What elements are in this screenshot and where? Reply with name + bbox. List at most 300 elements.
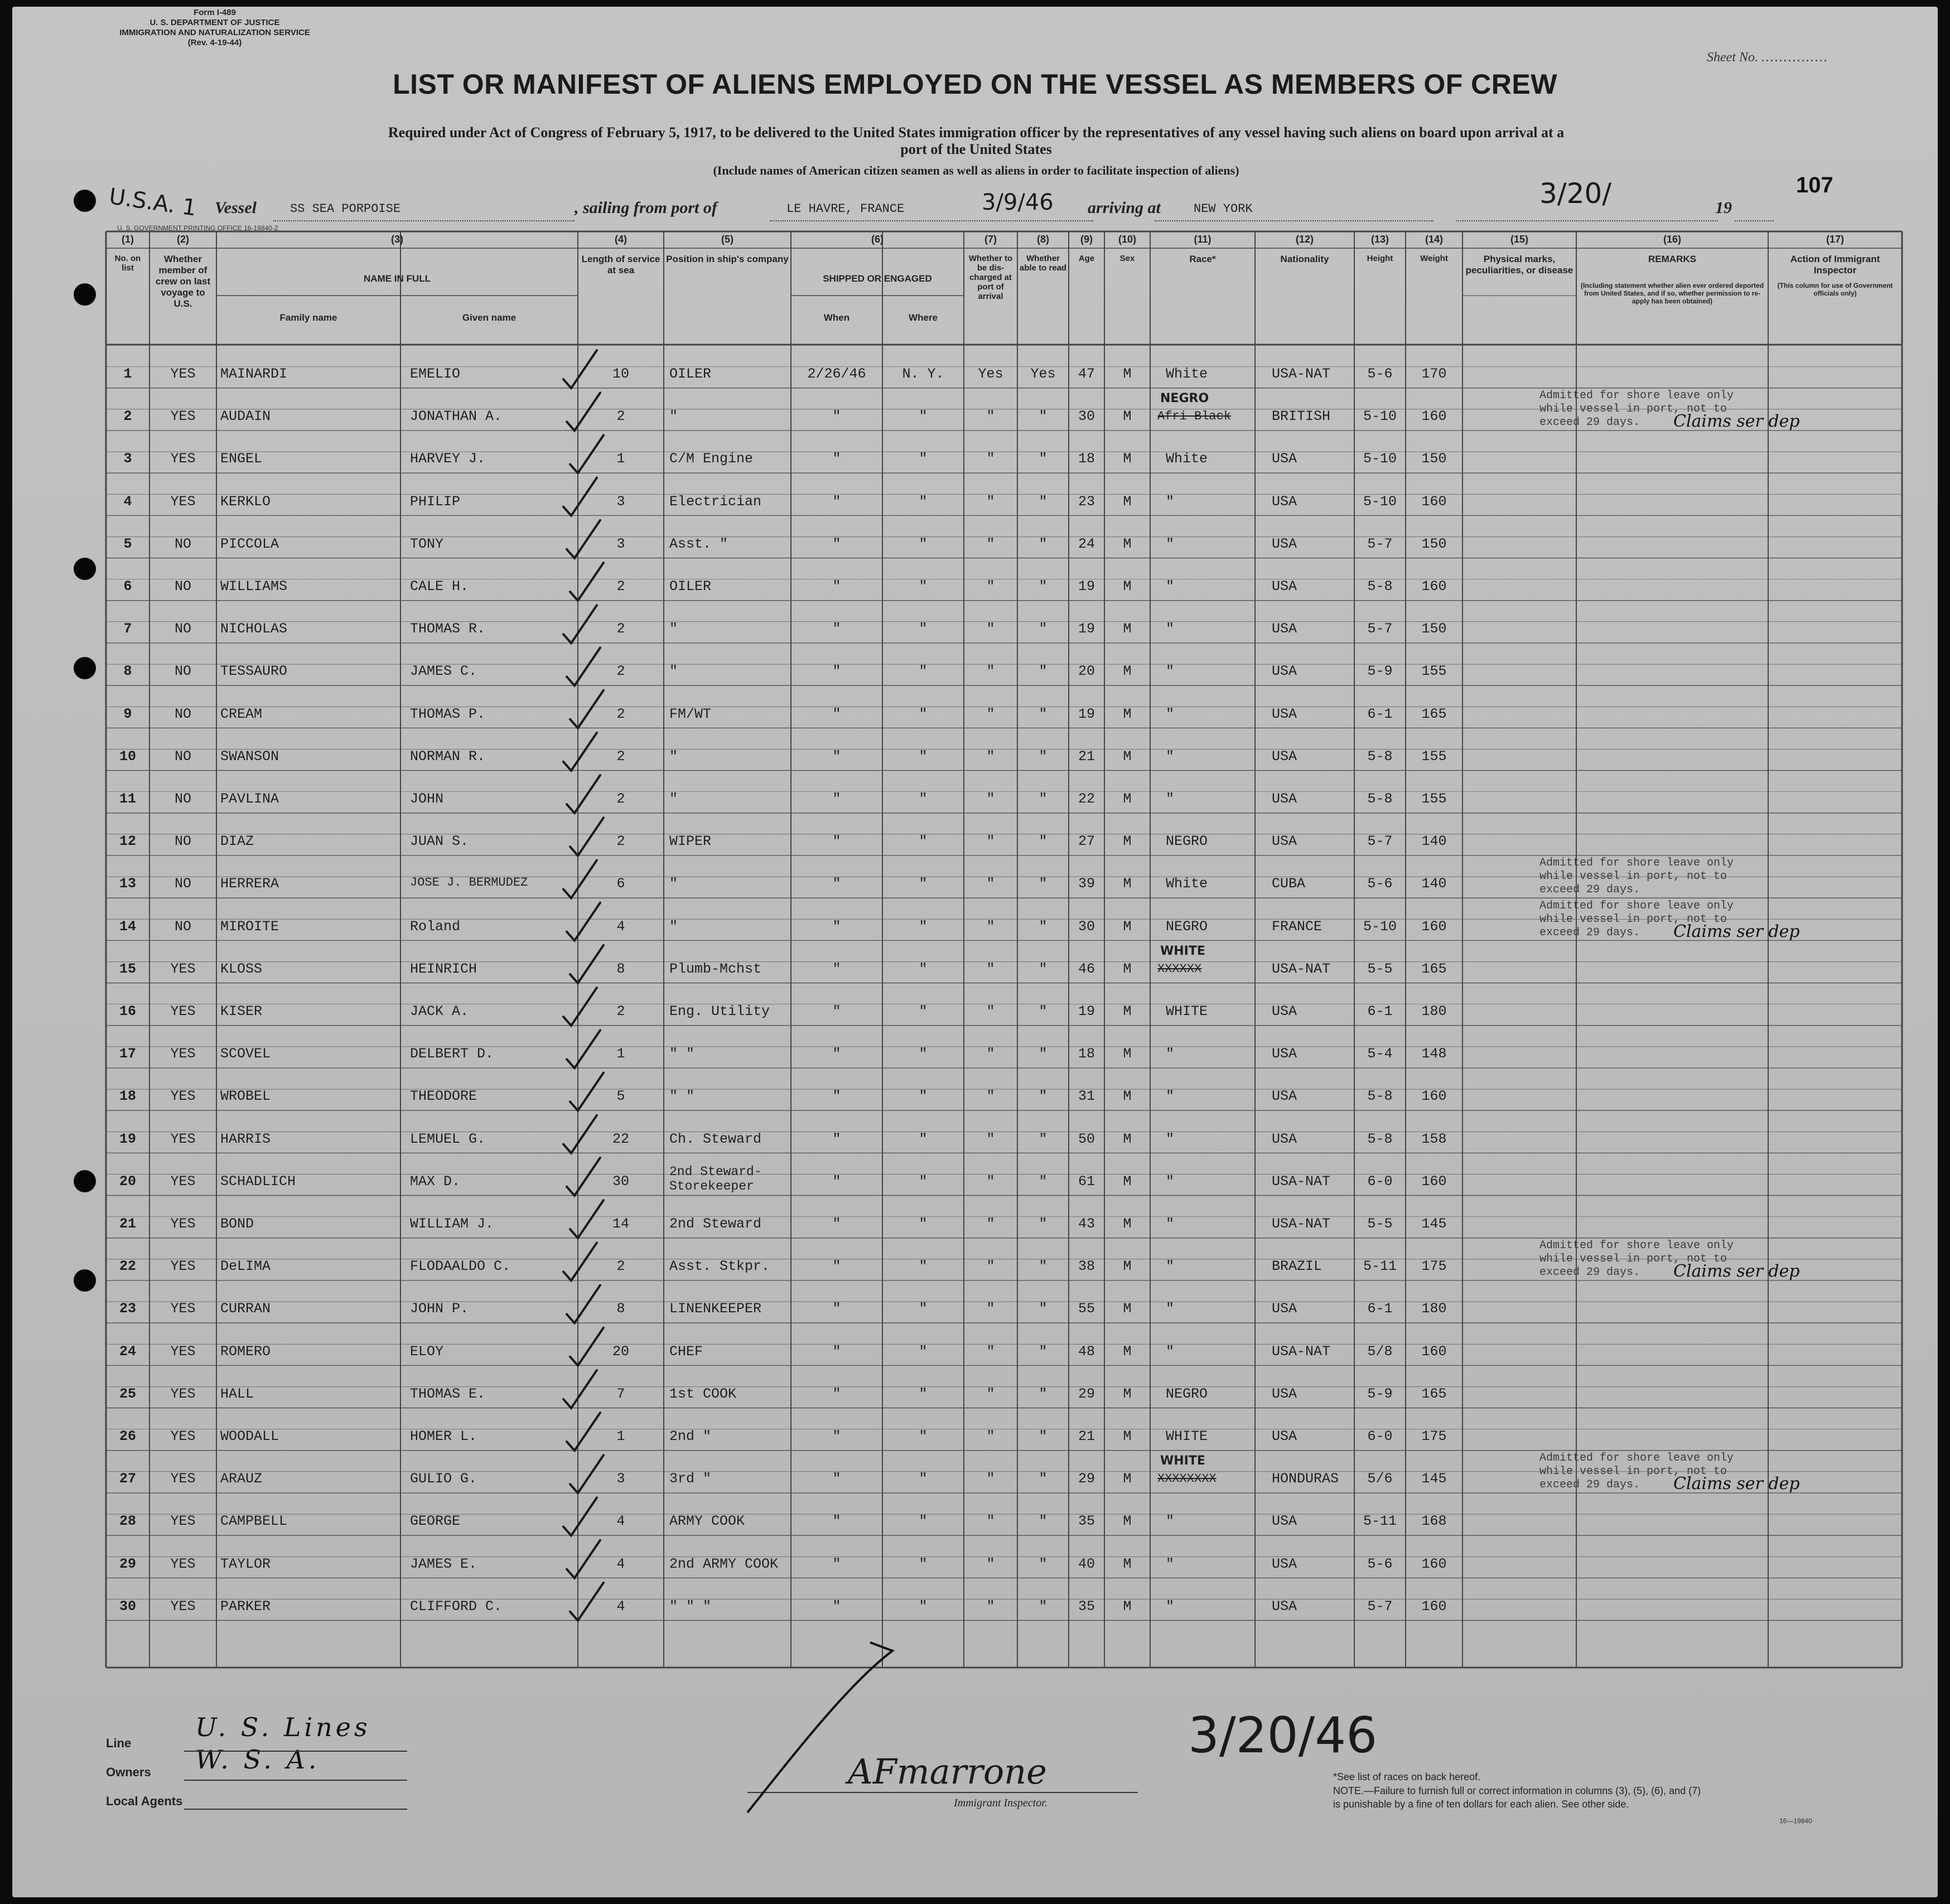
cell-family: HERRERA (220, 876, 279, 892)
column-header: REMARKS (1648, 254, 1696, 264)
column-subheader: Where (909, 312, 938, 323)
cell-discharged: " (986, 705, 995, 722)
cell-last: YES (170, 1598, 196, 1615)
cell-family: KLOSS (220, 960, 263, 977)
cell-when: " (832, 918, 841, 935)
cell-read: " (1039, 408, 1048, 425)
cell-where: " (919, 1513, 928, 1530)
cell-discharged: " (986, 621, 995, 637)
cell-read: " (1039, 876, 1048, 892)
cell-sex: M (1123, 876, 1132, 892)
cell-race: " (1166, 1173, 1175, 1190)
cell-family: ROMERO (220, 1343, 271, 1360)
cell-where: " (919, 451, 928, 467)
cell-nationality: USA (1272, 833, 1297, 850)
cell-last: YES (170, 1173, 196, 1190)
cell-given: JOHN P. (410, 1301, 469, 1317)
cell-read: " (1039, 451, 1048, 467)
column-header: Physical marks, peculiarities, or disease (1465, 254, 1573, 276)
cell-position: LINENKEEPER (669, 1301, 762, 1317)
cell-when: " (832, 578, 841, 595)
margin-handwritten-note: U.S.A. 1 (107, 183, 199, 221)
cell-last: YES (170, 960, 196, 977)
cell-position: OILER (669, 578, 712, 595)
sailing-label: , sailing from port of (575, 199, 717, 217)
vessel-label: Vessel (215, 199, 257, 217)
form-number: Form I-489 (194, 8, 236, 17)
cell-service: 30 (612, 1173, 629, 1190)
cell-sex: M (1123, 1046, 1132, 1062)
cell-weight: 160 (1421, 493, 1447, 510)
cell-position: Electrician (669, 493, 762, 510)
cell-position: Plumb-Mchst (669, 960, 762, 977)
cell-discharged: " (986, 451, 995, 467)
cell-race: " (1166, 1130, 1175, 1147)
cell-no: 30 (119, 1598, 136, 1615)
cell-age: 38 (1078, 1258, 1095, 1275)
cell-race: " (1166, 1258, 1175, 1275)
cell-last: NO (174, 535, 191, 552)
cell-family: ENGEL (220, 451, 263, 467)
cell-read: " (1039, 918, 1048, 935)
cell-weight: 165 (1421, 1385, 1447, 1402)
column-number: (2) (177, 234, 189, 245)
cell-no: 8 (123, 663, 132, 680)
cell-service: 4 (616, 918, 625, 935)
cell-height: 5-6 (1367, 876, 1393, 892)
cell-read: " (1039, 1598, 1048, 1615)
cell-nationality: USA (1272, 493, 1297, 510)
cell-service: 1 (616, 1428, 625, 1444)
cell-weight: 175 (1421, 1258, 1447, 1275)
cell-service: 2 (616, 1258, 625, 1275)
cell-no: 22 (119, 1258, 136, 1275)
cell-sex: M (1123, 1173, 1132, 1190)
cell-weight: 160 (1421, 1173, 1447, 1190)
cell-race-correction: WHITE (1160, 944, 1205, 958)
cell-given: DELBERT D. (410, 1046, 494, 1062)
cell-discharged: " (986, 663, 995, 680)
cell-age: 30 (1078, 408, 1095, 425)
cell-given: CALE H. (410, 578, 469, 595)
cell-no: 21 (119, 1216, 136, 1232)
cell-race: " (1166, 748, 1175, 765)
cell-where: " (919, 621, 928, 637)
column-number: (6) (871, 234, 884, 245)
cell-race: WHITE (1166, 1003, 1208, 1019)
cell-no: 26 (119, 1428, 136, 1444)
cell-where: " (919, 791, 928, 807)
cell-no: 24 (119, 1343, 136, 1360)
cell-race: " (1166, 1343, 1175, 1360)
cell-height: 5-11 (1363, 1258, 1397, 1275)
cell-weight: 170 (1421, 366, 1447, 382)
cell-family: DeLIMA (220, 1258, 271, 1275)
cell-height: 5-8 (1367, 1088, 1393, 1105)
cell-race: " (1166, 1555, 1175, 1572)
cell-when: " (832, 705, 841, 722)
cell-where: " (919, 578, 928, 595)
remark-annotation: Claims ser dep (1673, 1474, 1800, 1494)
cell-family: PAVLINA (220, 791, 279, 807)
cell-discharged: " (986, 493, 995, 510)
cell-where: " (919, 1173, 928, 1190)
column-number: (1) (122, 234, 134, 245)
subtitle-1: Required under Act of Congress of February 5, 1917, to be delivered to the United States immigration officer by the representatives of any vessel having such aliens on board upon arrival at a (388, 124, 1565, 141)
column-header: Position in ship's company (666, 254, 789, 264)
cell-weight: 150 (1421, 621, 1447, 637)
cell-family: HALL (220, 1385, 254, 1402)
cell-weight: 160 (1421, 1343, 1447, 1360)
cell-sex: M (1123, 1088, 1132, 1105)
cell-when: " (832, 748, 841, 765)
cell-last: YES (170, 1130, 196, 1147)
cell-height: 6-0 (1367, 1428, 1393, 1444)
cell-service: 8 (616, 1301, 625, 1317)
sailing-date: 3/9/46 (982, 190, 1054, 215)
cell-discharged: " (986, 1555, 995, 1572)
cell-when: " (832, 535, 841, 552)
cell-family: MAINARDI (220, 366, 288, 382)
cell-service: 10 (612, 366, 629, 382)
cell-read: " (1039, 1003, 1048, 1019)
cell-race: NEGRO (1166, 918, 1208, 935)
cell-weight: 160 (1421, 918, 1447, 935)
cell-position: " (669, 918, 678, 935)
cell-family: SWANSON (220, 748, 279, 765)
cell-age: 20 (1078, 663, 1095, 680)
cell-position: Ch. Steward (669, 1130, 762, 1147)
inspector-label: Immigrant Inspector. (954, 1797, 1048, 1809)
cell-last: YES (170, 1301, 196, 1317)
cell-sex: M (1123, 366, 1132, 382)
cell-family: PARKER (220, 1598, 271, 1615)
cell-read: " (1039, 1088, 1048, 1105)
cell-position: " (669, 876, 678, 892)
cell-nationality: USA (1272, 1385, 1297, 1402)
cell-nationality: USA (1272, 1598, 1297, 1615)
cell-age: 35 (1078, 1598, 1095, 1615)
column-number: (5) (721, 234, 733, 245)
cell-race: White (1166, 876, 1208, 892)
cell-service: 6 (616, 876, 625, 892)
cell-family: WOODALL (220, 1428, 279, 1444)
cell-height: 5-7 (1367, 1598, 1393, 1615)
cell-weight: 150 (1421, 535, 1447, 552)
cell-last: YES (170, 1046, 196, 1062)
cell-weight: 175 (1421, 1428, 1447, 1444)
cell-family: HARRIS (220, 1130, 271, 1147)
cell-where: " (919, 1555, 928, 1572)
note-penalty-2: is punishable by a fine of ten dollars for each alien. See other side. (1333, 1799, 1629, 1810)
cell-last: YES (170, 1343, 196, 1360)
sheet-dots: ............... (1761, 50, 1828, 65)
cell-service: 2 (616, 621, 625, 637)
cell-when: " (832, 1301, 841, 1317)
owners-value: W. S. A. (195, 1744, 320, 1775)
cell-age: 31 (1078, 1088, 1095, 1105)
column-number: (12) (1295, 234, 1314, 245)
cell-when: " (832, 1471, 841, 1487)
cell-weight: 155 (1421, 748, 1447, 765)
cell-height: 5/6 (1367, 1471, 1393, 1487)
cell-no: 15 (119, 960, 136, 977)
cell-read: " (1039, 1385, 1048, 1402)
department: U. S. DEPARTMENT OF JUSTICE (149, 18, 280, 27)
cell-nationality: USA (1272, 791, 1297, 807)
cell-height: 6-1 (1367, 1003, 1393, 1019)
cell-no: 28 (119, 1513, 136, 1530)
cell-race: " (1166, 621, 1175, 637)
cell-nationality: BRAZIL (1272, 1258, 1322, 1275)
cell-sex: M (1123, 1343, 1132, 1360)
cell-nationality: USA-NAT (1272, 366, 1331, 382)
arrival-date: 3/20/ (1539, 177, 1612, 210)
cell-position: 2nd Steward (669, 1216, 762, 1232)
cell-height: 6-0 (1367, 1173, 1393, 1190)
cell-age: 24 (1078, 535, 1095, 552)
cell-sex: M (1123, 535, 1132, 552)
cell-weight: 180 (1421, 1301, 1447, 1317)
cell-no: 16 (119, 1003, 136, 1019)
cell-position: " " (669, 1046, 695, 1062)
cell-height: 5-8 (1367, 1130, 1393, 1147)
cell-nationality: USA (1272, 1046, 1297, 1062)
remark-annotation: Claims ser dep (1673, 412, 1800, 432)
shore-leave-stamp: Admitted for shore leave only while vessel in port, not to exceed 29 days. (1539, 1239, 1734, 1279)
page-number: 107 (1796, 173, 1833, 197)
cell-read: " (1039, 748, 1048, 765)
cell-nationality: USA (1272, 535, 1297, 552)
cell-height: 5-8 (1367, 791, 1393, 807)
cell-height: 5-6 (1367, 366, 1393, 382)
cell-age: 29 (1078, 1471, 1095, 1487)
owners-label: Owners (106, 1765, 151, 1779)
cell-last: YES (170, 1258, 196, 1275)
cell-weight: 160 (1421, 578, 1447, 595)
cell-where: " (919, 1385, 928, 1402)
cell-race: White (1166, 366, 1208, 382)
cell-race: " (1166, 705, 1175, 722)
cell-no: 11 (119, 791, 136, 807)
cell-height: 5-7 (1367, 535, 1393, 552)
cell-no: 25 (119, 1385, 136, 1402)
cell-race: " (1166, 791, 1175, 807)
subtitle-3: (Include names of American citizen seamen as well as aliens in order to facilitate inspection of aliens) (713, 163, 1239, 177)
cell-where: " (919, 663, 928, 680)
cell-last: NO (174, 833, 191, 850)
remark-annotation: Claims ser dep (1673, 921, 1800, 941)
cell-where: " (919, 1471, 928, 1487)
cell-age: 29 (1078, 1385, 1095, 1402)
cell-sex: M (1123, 1258, 1132, 1275)
cell-sex: M (1123, 578, 1132, 595)
cell-last: NO (174, 791, 191, 807)
cell-family: CAMPBELL (220, 1513, 288, 1530)
cell-service: 2 (616, 408, 625, 425)
cell-height: 5-10 (1363, 451, 1397, 467)
cell-race: " (1166, 1301, 1175, 1317)
cell-read: " (1039, 791, 1048, 807)
cell-age: 21 (1078, 748, 1095, 765)
cell-height: 5-9 (1367, 663, 1393, 680)
cell-nationality: USA-NAT (1272, 1343, 1331, 1360)
page-title: LIST OR MANIFEST OF ALIENS EMPLOYED ON THE VESSEL AS MEMBERS OF CREW (393, 69, 1557, 100)
cell-given: Roland (410, 918, 461, 935)
cell-service: 3 (616, 493, 625, 510)
cell-where: " (919, 918, 928, 935)
cell-read: Yes (1030, 366, 1056, 382)
cell-read: " (1039, 705, 1048, 722)
cell-weight: 160 (1421, 1555, 1447, 1572)
cell-position: " (669, 748, 678, 765)
cell-weight: 158 (1421, 1130, 1447, 1147)
cell-given: JAMES C. (410, 663, 477, 680)
cell-age: 18 (1078, 451, 1095, 467)
cell-read: " (1039, 1130, 1048, 1147)
cell-when: " (832, 876, 841, 892)
cell-last: YES (170, 408, 196, 425)
shore-leave-stamp: Admitted for shore leave only while vessel in port, not to exceed 29 days. (1539, 389, 1734, 429)
cell-discharged: " (986, 1173, 995, 1190)
cell-no: 10 (119, 748, 136, 765)
cell-read: " (1039, 1046, 1048, 1062)
cell-race-correction: WHITE (1160, 1454, 1205, 1468)
cell-when: " (832, 1598, 841, 1615)
cell-last: YES (170, 1513, 196, 1530)
cell-nationality: USA (1272, 1003, 1297, 1019)
cell-discharged: " (986, 748, 995, 765)
cell-sex: M (1123, 1130, 1132, 1147)
column-header: Action of Immigrant Inspector (1790, 254, 1880, 276)
cell-age: 21 (1078, 1428, 1095, 1444)
cell-where: " (919, 1088, 928, 1105)
cell-nationality: BRITISH (1272, 408, 1331, 425)
cell-no: 2 (123, 408, 132, 425)
column-header: Length of service at sea (581, 254, 660, 276)
cell-last: NO (174, 705, 191, 722)
cell-nationality: USA (1272, 1301, 1297, 1317)
column-number: (11) (1194, 234, 1211, 245)
cell-discharged: " (986, 1301, 995, 1317)
cell-height: 5-10 (1363, 408, 1397, 425)
cell-given: NORMAN R. (410, 748, 486, 765)
cell-race: " (1166, 663, 1175, 680)
cell-service: 20 (612, 1343, 629, 1360)
cell-service: 2 (616, 748, 625, 765)
cell-sex: M (1123, 621, 1132, 637)
cell-service: 3 (616, 535, 625, 552)
cell-sex: M (1123, 918, 1132, 935)
sheet-label: Sheet No. (1707, 50, 1758, 65)
cell-weight: 165 (1421, 705, 1447, 722)
cell-age: 19 (1078, 705, 1095, 722)
cell-height: 5/8 (1367, 1343, 1393, 1360)
cell-discharged: " (986, 1428, 995, 1444)
column-number: (13) (1370, 234, 1389, 245)
cell-where: " (919, 1428, 928, 1444)
cell-last: YES (170, 1088, 196, 1105)
column-header: Weight (1420, 254, 1448, 263)
cell-nationality: FRANCE (1272, 918, 1322, 935)
cell-discharged: " (986, 833, 995, 850)
cell-discharged: " (986, 960, 995, 977)
cell-given: JOHN (410, 791, 444, 807)
cell-when: " (832, 1130, 841, 1147)
cell-age: 35 (1078, 1513, 1095, 1530)
cell-no: 29 (119, 1555, 136, 1572)
cell-sex: M (1123, 791, 1132, 807)
cell-last: NO (174, 621, 191, 637)
cell-when: " (832, 1428, 841, 1444)
cell-age: 61 (1078, 1173, 1095, 1190)
note-races: *See list of races on back hereof. (1333, 1771, 1481, 1782)
cell-service: 4 (616, 1598, 625, 1615)
cell-when: " (832, 1513, 841, 1530)
cell-sex: M (1123, 1428, 1132, 1444)
port-from: LE HAVRE, FRANCE (786, 202, 905, 216)
cell-height: 6-1 (1367, 1301, 1393, 1317)
cell-family: KISER (220, 1003, 263, 1019)
cell-height: 5-7 (1367, 833, 1393, 850)
cell-given: THOMAS E. (410, 1385, 486, 1402)
cell-position: Asst. Stkpr. (669, 1258, 770, 1275)
subtitle-2: port of the United States (900, 141, 1052, 157)
cell-read: " (1039, 578, 1048, 595)
cell-discharged: " (986, 1216, 995, 1232)
cell-age: 47 (1078, 366, 1095, 382)
cell-service: 4 (616, 1513, 625, 1530)
column-number: (17) (1826, 234, 1844, 245)
column-header: NAME IN FULL (364, 273, 431, 284)
cell-nationality: USA-NAT (1272, 1173, 1331, 1190)
cell-age: 19 (1078, 578, 1095, 595)
column-subheader: Given name (462, 312, 517, 323)
cell-read: " (1039, 1513, 1048, 1530)
cell-sex: M (1123, 1385, 1132, 1402)
cell-given: GULIO G. (410, 1471, 477, 1487)
cell-given: TONY (410, 535, 444, 552)
cell-no: 14 (119, 918, 136, 935)
cell-given: HEINRICH (410, 960, 477, 977)
cell-where: N. Y. (902, 366, 944, 382)
cell-nationality: USA (1272, 1428, 1297, 1444)
cell-age: 39 (1078, 876, 1095, 892)
cell-nationality: USA-NAT (1272, 1216, 1331, 1232)
cell-when: " (832, 1216, 841, 1232)
cell-when: " (832, 1258, 841, 1275)
column-header: SHIPPED OR ENGAGED (823, 273, 932, 284)
cell-position: CHEF (669, 1343, 703, 1360)
cell-service: 14 (612, 1216, 629, 1232)
cell-position: WIPER (669, 833, 712, 850)
cell-race: NEGRO (1166, 1385, 1208, 1402)
cell-last: NO (174, 918, 191, 935)
cell-weight: 145 (1421, 1471, 1447, 1487)
shore-leave-stamp: Admitted for shore leave only while vessel in port, not to exceed 29 days. (1539, 1452, 1734, 1492)
column-number: (16) (1663, 234, 1681, 245)
cell-position: Asst. " (669, 535, 728, 552)
cell-position: " (669, 791, 678, 807)
cell-where: " (919, 1343, 928, 1360)
cell-service: 2 (616, 705, 625, 722)
local-agents-label: Local Agents (106, 1794, 183, 1808)
cell-given: PHILIP (410, 493, 461, 510)
cell-position: 1st COOK (669, 1385, 737, 1402)
cell-when: " (832, 621, 841, 637)
cell-read: " (1039, 621, 1048, 637)
cell-discharged: " (986, 1130, 995, 1147)
